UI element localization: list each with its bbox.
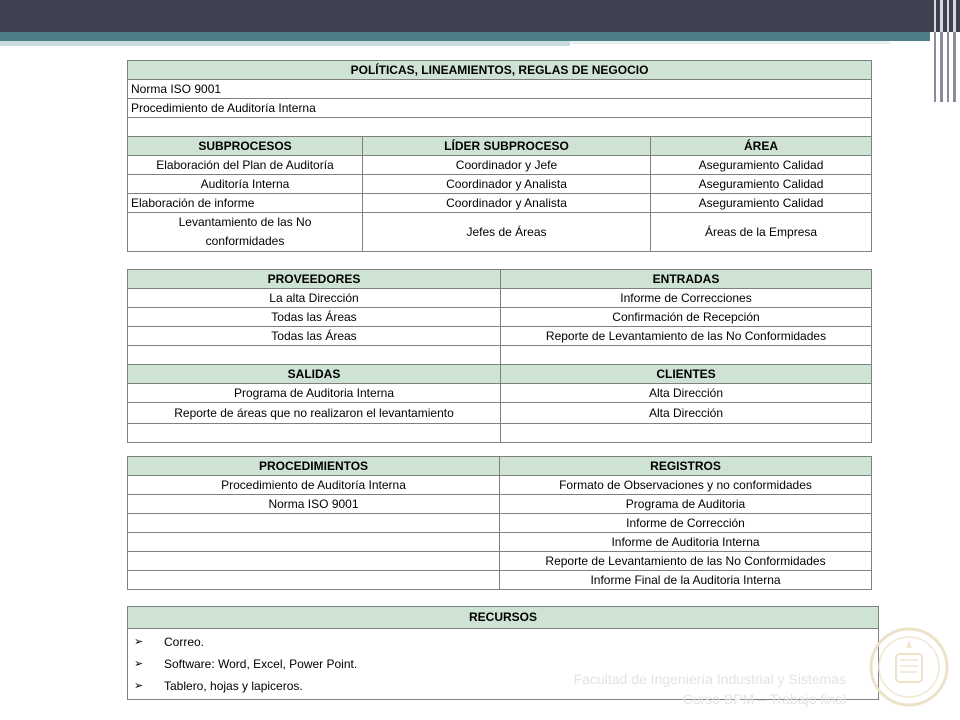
table-cell: Áreas de la Empresa [651,213,872,252]
list-item [128,631,878,653]
procedimientos-header: PROCEDIMIENTOS [128,457,500,476]
table-cell: Reporte de áreas que no realizaron el levantamiento [128,403,501,424]
table-cell: Confirmación de Recepción [501,308,872,327]
arrow-bullet-icon: ➢ [134,679,144,692]
table-cell: Todas las Áreas [128,308,501,327]
politicas-header: POLÍTICAS, LINEAMIENTOS, REGLAS DE NEGOCIO [128,61,872,80]
table-cell: Alta Dirección [501,403,872,424]
table-cell: Levantamiento de las No conformidades [128,213,363,252]
politicas-row: Procedimiento de Auditoría Interna [128,99,872,118]
table-cell: Procedimiento de Auditoría Interna [128,476,500,495]
clientes-header: CLIENTES [501,365,872,384]
table-cell: Elaboración del Plan de Auditoría [128,156,363,175]
table-cell: Coordinador y Analista [363,194,651,213]
table-cell: Aseguramiento Calidad [651,156,872,175]
slide-footer [574,669,846,709]
table-cell: Informe de Correcciones [501,289,872,308]
salidas-header: SALIDAS [128,365,501,384]
subprocesos-header: SUBPROCESOS [128,137,363,156]
arrow-bullet-icon: ➢ [134,635,144,648]
table-cell: Auditoría Interna [128,175,363,194]
table-cell: Programa de Auditoria Interna [128,384,501,403]
right-rail-decoration-icon [930,32,960,132]
arrow-bullet-icon: ➢ [134,657,144,670]
table-cell [128,571,500,590]
table-cell: Programa de Auditoria [500,495,872,514]
table-cell: Formato de Observaciones y no conformidades [500,476,872,495]
table-cell: Informe Final de la Auditoria Interna [500,571,872,590]
politicas-subprocesos-table [127,60,872,252]
proveedores-salidas-table [127,269,872,443]
table-cell: Coordinador y Analista [363,175,651,194]
area-header: ÁREA [651,137,872,156]
table-cell [128,424,501,443]
table-cell [501,424,872,443]
recursos-header: RECURSOS [128,607,879,629]
table-cell: Norma ISO 9001 [128,495,500,514]
recurso-text: Software: Word, Excel, Power Point. [164,656,358,671]
slide-top-bar [0,0,960,32]
slide-light-stripe-right [570,41,890,44]
table-cell: Informe de Auditoria Interna [500,533,872,552]
table-cell: Elaboración de informe [128,194,363,213]
table-cell [501,346,872,365]
table-cell: Reporte de Levantamiento de las No Conformidades [501,327,872,346]
politicas-row: Norma ISO 9001 [128,80,872,99]
entradas-header: ENTRADAS [501,270,872,289]
rail-decoration-icon [930,0,960,32]
lider-subproceso-header: LÍDER SUBPROCESO [363,137,651,156]
slide-accent-stripe [0,32,930,41]
table-cell: Alta Dirección [501,384,872,403]
table-cell [128,346,501,365]
table-cell: Todas las Áreas [128,327,501,346]
recurso-text: Correo. [164,634,205,649]
table-cell: La alta Dirección [128,289,501,308]
university-seal-icon [868,626,950,708]
footer-faculty: Facultad de Ingeniería Industrial y Sistemas [573,671,846,687]
table-cell: Coordinador y Jefe [363,156,651,175]
table-cell [128,514,500,533]
table-cell: Jefes de Áreas [363,213,651,252]
table-cell: Reporte de Levantamiento de las No Conformidades [500,552,872,571]
slide-light-stripe [0,41,570,46]
table-cell: Aseguramiento Calidad [651,175,872,194]
registros-header: REGISTROS [500,457,872,476]
politicas-row [128,118,872,137]
recurso-text: Tablero, hojas y lapiceros. [164,678,303,693]
table-cell: Informe de Corrección [500,514,872,533]
footer-course: Curso BPM – Trabajo final [682,691,846,707]
table-cell: Aseguramiento Calidad [651,194,872,213]
procedimientos-registros-table [127,456,872,590]
proveedores-header: PROVEEDORES [128,270,501,289]
table-cell [128,552,500,571]
table-cell [128,533,500,552]
